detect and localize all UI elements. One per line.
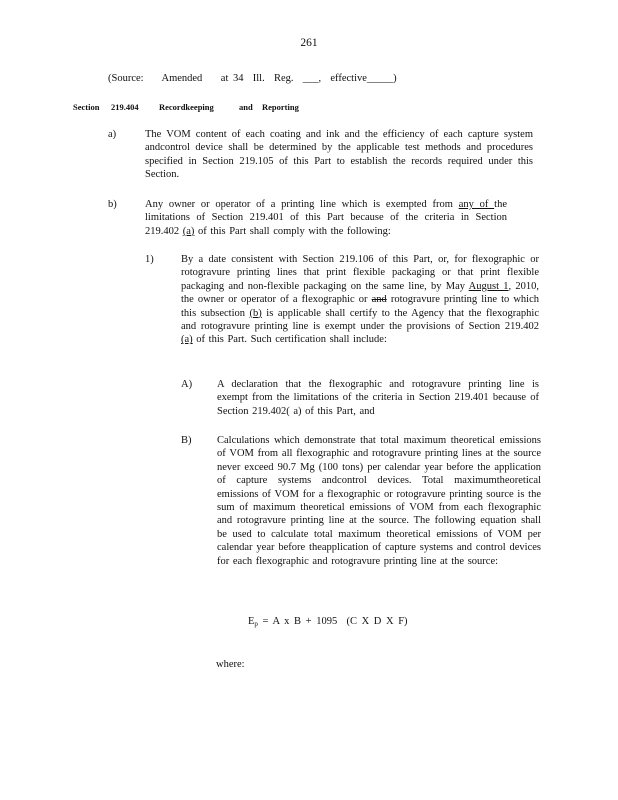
item-b1-text-4: is applicable shall certify to the Agency that the flexographic and rotogravure printing line is exempt under the provisions of Section 219.402	[181, 307, 540, 333]
item-bA-text: A declaration that the flexographic and rotogravure printing line is exempt from the limitations of the criteria in Section 219.401 because of Section 219.402( a) of this Part, and	[217, 379, 539, 417]
item-b-text-2: the limitations of Section 219.401 of this Part because of the criteria in Section 219.402	[145, 199, 507, 237]
item-bB-text: Calculations which demonstrate that total maximum theoretical emissions of VOM from all flexographic and rotogravure printing lines at the source never exceed 90.7 Mg (100 tons) per calendar year before the application of capture systems andcontrol devices. Total maximumtheoretical emissions of VOM for a flexographic or rotogravure printing source is the sum of maximum theoretical emissions of VOM from each flexographic and rotogravure printing line at the source. The following equation shall be used to calculate total maximum theoretical emissions of VOM per calendar year before theapplication of capture systems and control devices for each flexographic and rotogravure printing line at the source:	[217, 435, 541, 567]
item-b1-text-2: , 2010, the owner or operator of a flexographic or	[181, 280, 540, 306]
item-b-text-1: Any owner or operator of a printing line which is exempted from	[145, 199, 459, 210]
item-b1-underline-3: (a)	[181, 334, 193, 346]
item-b1-text-5: of this Part. Such certification shall include:	[192, 334, 387, 346]
item-a-label: a)	[108, 129, 117, 140]
section-label: Section	[73, 102, 100, 112]
section-number: 219.404	[111, 102, 139, 112]
section-title-recordkeeping: Recordkeeping	[159, 102, 214, 112]
equation-rhs: = A x B + 1095 (C X D X F)	[257, 616, 408, 627]
equation-subscript: p	[254, 620, 258, 628]
source-note: (Source: Amended at 34 Ill. Reg. ___, effective_____)	[108, 73, 397, 84]
section-title-and: and	[239, 102, 253, 112]
item-b-text	[145, 198, 507, 238]
equation	[248, 615, 408, 631]
page-number: 261	[300, 37, 318, 49]
item-b-underline-2: (a)	[182, 225, 195, 237]
item-b1-underline-1: August 1	[468, 280, 509, 292]
item-b1-text-3: rotogravure printing line to which this subsection	[181, 294, 539, 319]
item-b1-underline-2: (b)	[249, 307, 262, 319]
item-b1-text	[181, 253, 539, 347]
item-b1-label: 1)	[145, 254, 154, 265]
item-bA-label: A)	[181, 379, 193, 390]
where-label: where:	[216, 659, 245, 670]
item-b1-text-1: By a date consistent with Section 219.106 of this Part, or, for flexographic or rotogravure printing lines that print flexible packaging or that print flexible packaging and non-flexible packaging on the same line, by May	[181, 254, 539, 292]
item-b-label: b)	[108, 199, 117, 210]
item-a-text: The VOM content of each coating and ink and the efficiency of each capture system andcontrol device shall be determined by the applicable test methods and procedures specified in Section 219.105 of this Part to establish the records required under this Section.	[145, 129, 533, 181]
item-b-underline-1: any of	[458, 199, 495, 210]
item-bB-label: B)	[181, 435, 192, 446]
section-title-reporting: Reporting	[262, 102, 299, 112]
equation-lhs: E	[248, 616, 255, 627]
item-b-text-3: of this Part shall comply with the following:	[194, 225, 391, 237]
item-b1-strike-1: and	[371, 294, 387, 306]
